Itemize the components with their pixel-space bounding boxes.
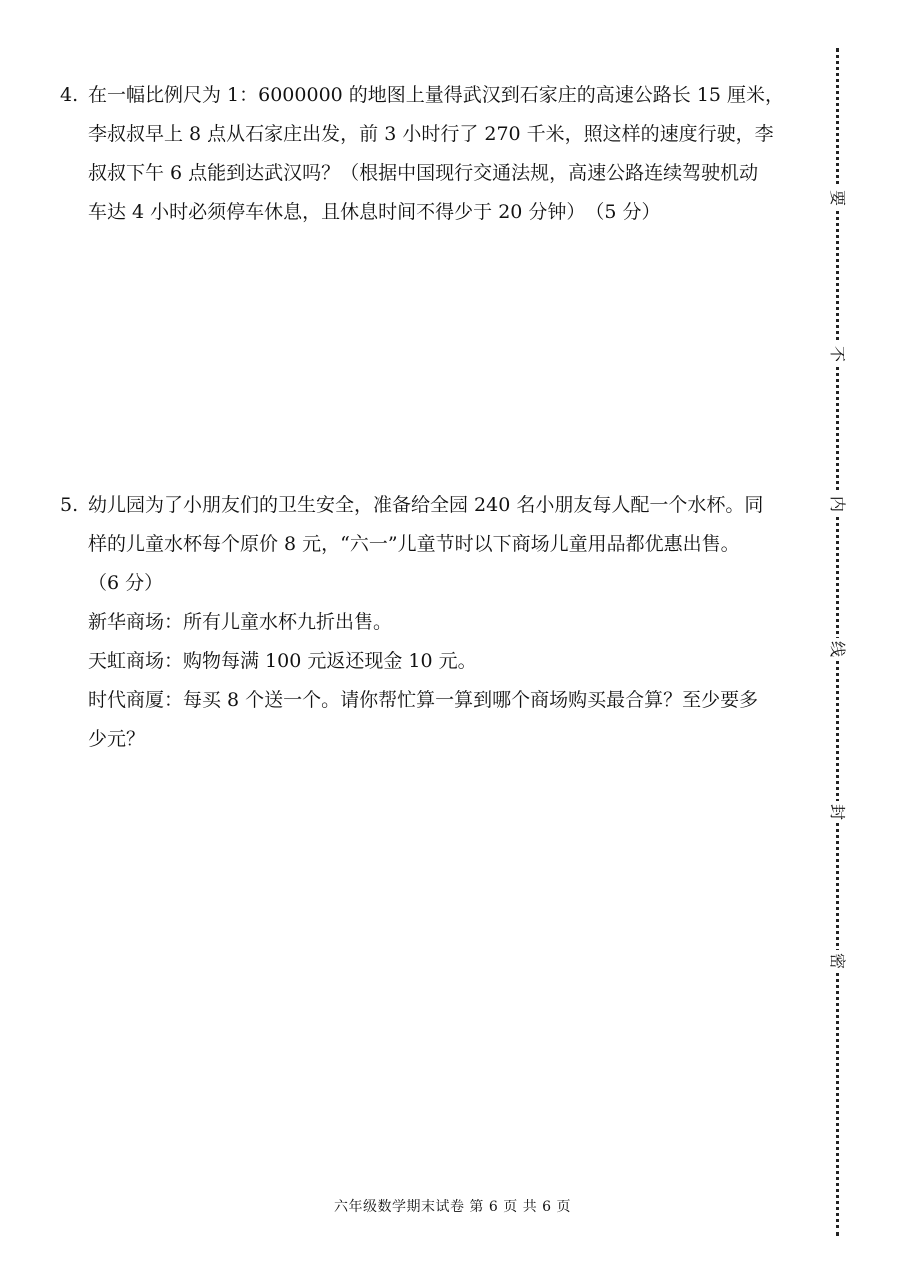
- question-text-line: 在一幅比例尺为 1：6000000 的地图上量得武汉到石家庄的高速公路长 15 厘米，: [88, 84, 785, 106]
- question-text-line: 新华商场：所有儿童水杯九折出售。: [88, 611, 393, 633]
- binding-char: 密: [826, 950, 848, 972]
- binding-char: 要: [826, 187, 848, 209]
- question-text-line: 时代商厦：每买 8 个送一个。请你帮忙算一算到哪个商场购买最合算？至少要多: [88, 689, 759, 711]
- binding-char: 线: [826, 638, 848, 660]
- binding-char: 内: [826, 493, 848, 515]
- question-text-line: （6 分）: [88, 572, 164, 594]
- question-text-line: 车达 4 小时必须停车休息，且休息时间不得少于 20 分钟） （5 分）: [88, 201, 661, 223]
- question-number: 5.: [60, 494, 79, 516]
- page-footer: 六年级数学期末试卷 第 6 页 共 6 页: [333, 1199, 571, 1215]
- question-5: [60, 486, 805, 759]
- binding-char: 封: [826, 801, 848, 823]
- question-text-line: 样的儿童水杯每个原价 8 元，“六一”儿童节时以下商场儿童用品都优惠出售。: [88, 533, 740, 555]
- question-text-line: 幼儿园为了小朋友们的卫生安全，准备给全园 240 名小朋友每人配一个水杯。同: [88, 494, 764, 516]
- binding-char: 不: [826, 343, 848, 365]
- question-text-line: 李叔叔早上 8 点从石家庄出发，前 3 小时行了 270 千米，照这样的速度行驶，李: [88, 123, 774, 145]
- question-number: 4.: [60, 84, 79, 106]
- question-text-line: 天虹商场：购物每满 100 元返还现金 10 元。: [88, 650, 477, 672]
- question-text-line: 少元？: [88, 728, 146, 750]
- question-4: [60, 76, 805, 232]
- question-text-line: 叔叔下午 6 点能到达武汉吗？（根据中国现行交通法规，高速公路连续驾驶机动: [88, 162, 759, 184]
